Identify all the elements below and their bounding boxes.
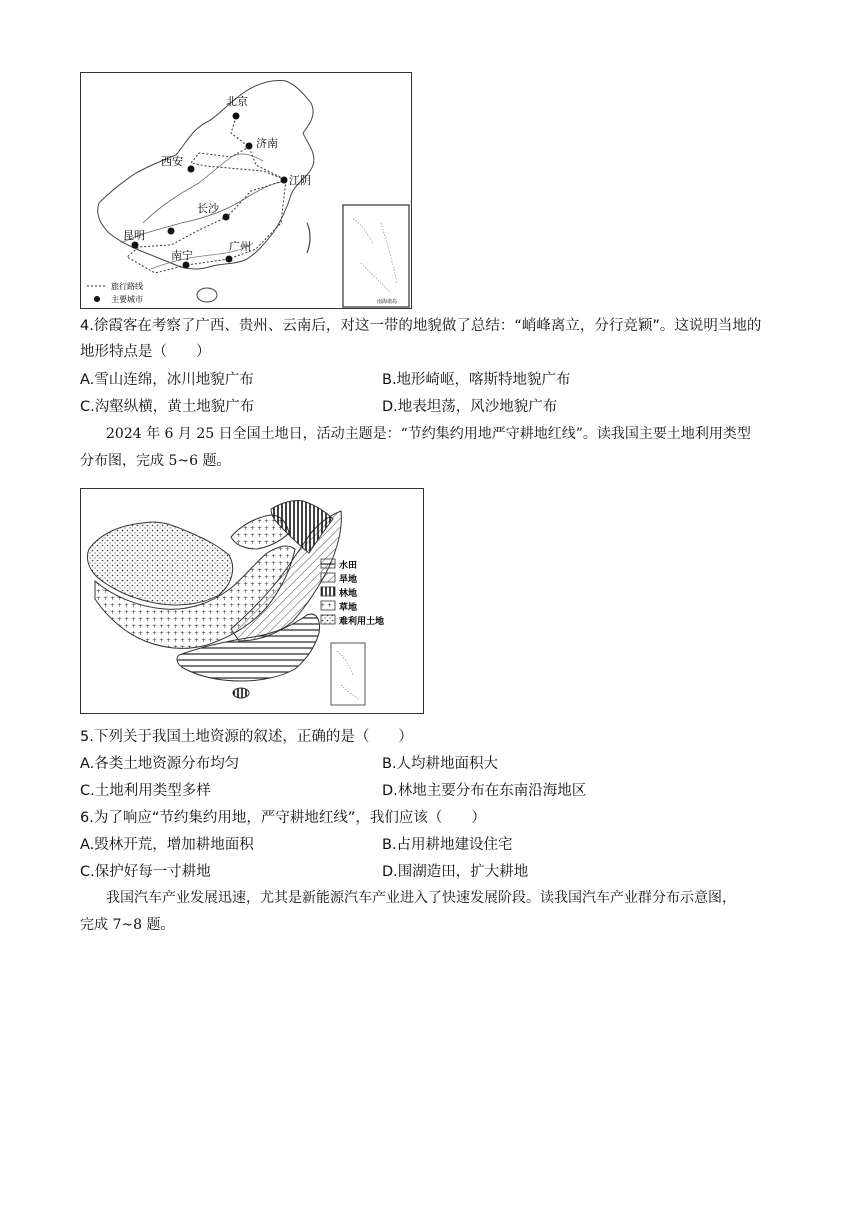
city-jinan	[246, 136, 279, 150]
q4-option-b: B.地形崎岖，喀斯特地貌广布	[382, 372, 571, 388]
travel-route-map-svg	[81, 73, 411, 308]
city-xian	[161, 154, 195, 173]
intro2-line2: 分布图，完成 5~6 题。	[80, 453, 231, 469]
intro3-line2: 完成 7~8 题。	[80, 917, 175, 933]
city-kunming	[123, 228, 175, 249]
svg-text:昆明: 昆明	[123, 229, 145, 242]
intro3-line1: 我国汽车产业发展迅速，尤其是新能源汽车产业进入了快速发展阶段。读我国汽车产业群分布示意图，	[106, 890, 736, 906]
svg-text:旅行路线: 旅行路线	[111, 282, 143, 291]
svg-text:主要城市: 主要城市	[111, 295, 143, 304]
hainan-island	[197, 288, 217, 302]
legend-grass: 草地	[339, 603, 358, 613]
intro2-line1: 2024 年 6 月 25 日全国土地日，活动主题是：“节约集约用地严守耕地红线”。读我国主要土地利用类型	[106, 426, 751, 442]
map1-legend	[87, 281, 143, 304]
q6-option-d: D.围湖造田，扩大耕地	[382, 864, 529, 880]
q4-option-a: A.雪山连绵，冰川地貌广布	[80, 372, 254, 388]
q6-option-c: C.保护好每一寸耕地	[80, 864, 211, 880]
svg-text:南海诸岛: 南海诸岛	[377, 299, 398, 305]
q6-option-a: A.毁林开荒，增加耕地面积	[80, 837, 254, 853]
taiwan-island	[307, 223, 310, 253]
map2-legend	[321, 559, 384, 627]
legend-dry: 旱地	[339, 575, 358, 585]
q4-stem-line2: 地形特点是（ ）	[80, 344, 211, 360]
svg-text:西安: 西安	[161, 155, 183, 168]
q6-stem: 6.为了响应“节约集约用地，严守耕地红线”，我们应该（ ）	[80, 810, 486, 826]
svg-text:济南: 济南	[256, 137, 278, 150]
hainan-island-2	[233, 688, 249, 698]
q5-option-d: D.林地主要分布在东南沿海地区	[382, 783, 587, 799]
land-use-map-svg	[81, 489, 423, 713]
svg-text:长沙: 长沙	[197, 202, 219, 215]
q5-stem: 5.下列关于我国土地资源的叙述，正确的是（ ）	[80, 729, 413, 745]
q6-option-b: B.占用耕地建设住宅	[382, 837, 513, 853]
map2-inset	[331, 643, 365, 705]
q4-option-c: C.沟壑纵横，黄土地貌广布	[80, 399, 255, 415]
svg-text:广州: 广州	[229, 240, 251, 253]
svg-text:北京: 北京	[226, 95, 248, 108]
legend-forest: 林地	[339, 589, 358, 599]
q4-option-d: D.地表坦荡，风沙地貌广布	[382, 399, 558, 415]
legend-paddy: 水田	[339, 561, 358, 571]
city-nanning	[171, 249, 193, 269]
svg-text:江阴: 江阴	[289, 174, 311, 187]
map1-inset	[343, 205, 409, 307]
q5-option-b: B.人均耕地面积大	[382, 756, 499, 772]
city-beijing	[226, 94, 248, 120]
land-use-map	[80, 488, 424, 714]
q4-stem-line1: 4.徐霞客在考察了广西、贵州、云南后，对这一带的地貌做了总结：“峭峰离立，分行竞颖”。这说明当地的	[80, 318, 762, 334]
q5-option-a: A.各类土地资源分布均匀	[80, 756, 240, 772]
q5-option-c: C.土地利用类型多样	[80, 783, 211, 799]
svg-text:南宁: 南宁	[171, 249, 193, 262]
legend-barren: 难利用土地	[339, 617, 385, 627]
travel-route-map	[80, 72, 412, 309]
